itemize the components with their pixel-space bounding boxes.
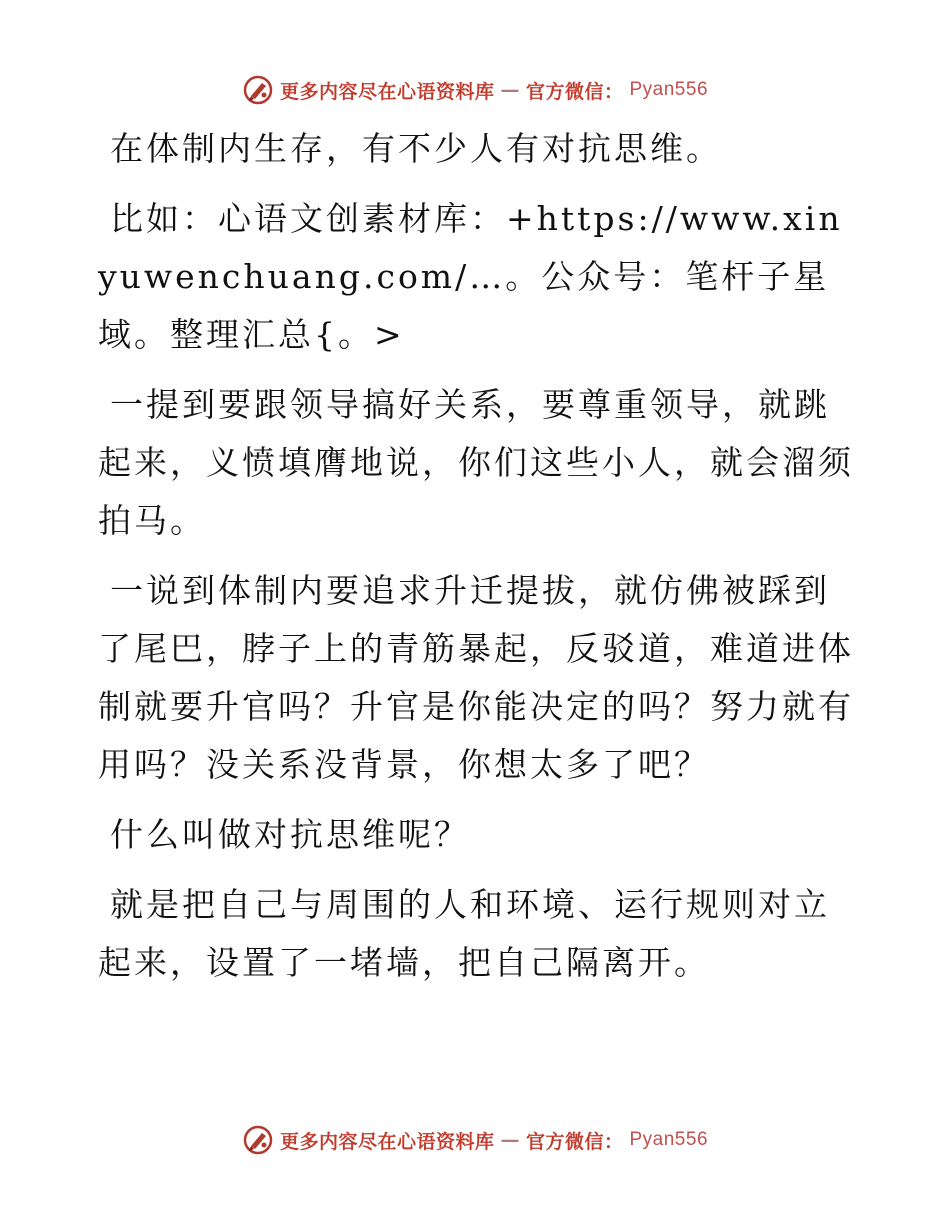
- paragraph-3: [98, 376, 858, 550]
- document-body: [98, 120, 858, 1004]
- paragraph-2: [98, 190, 858, 364]
- paragraph-5-text: 什么叫做对抗思维呢？: [110, 815, 470, 854]
- banner-main-text: 更多内容尽在心语资料库: [279, 80, 495, 103]
- paragraph-6-text: 就是把自己与周围的人和环境、运行规则对立起来，设置了一堵墙，把自己隔离开。: [98, 885, 830, 982]
- paragraph-1: [98, 120, 858, 178]
- banner-wechat-id: Pyan556: [629, 1129, 709, 1150]
- paragraph-6: [98, 876, 858, 992]
- banner-dash: —: [500, 1129, 520, 1151]
- paragraph-5: [98, 806, 858, 864]
- pen-logo-icon: [242, 1124, 274, 1156]
- banner-official-label: 官方微信：: [525, 80, 624, 103]
- pen-logo-icon: [242, 74, 274, 106]
- banner-wechat-id: Pyan556: [629, 79, 709, 100]
- banner-dash: —: [500, 79, 520, 101]
- paragraph-4: [98, 562, 858, 794]
- paragraph-4-text: 一说到体制内要追求升迁提拔，就仿佛被踩到了尾巴，脖子上的青筋暴起，反驳道，难道进体制就要升官吗？升官是你能决定的吗？努力就有用吗？没关系没背景，你想太多了吧？: [98, 571, 854, 784]
- paragraph-3-text: 一提到要跟领导搞好关系，要尊重领导，就跳起来，义愤填膺地说，你们这些小人，就会溜须拍马。: [98, 385, 854, 540]
- header-watermark-banner: [0, 70, 950, 110]
- paragraph-1-text: 在体制内生存，有不少人有对抗思维。: [110, 129, 722, 168]
- banner-main-text: 更多内容尽在心语资料库: [279, 1130, 495, 1153]
- banner-official-label: 官方微信：: [525, 1130, 624, 1153]
- paragraph-2-text: 比如：心语文创素材库：+https://www.xinyuwenchuang.com/…。公众号：笔杆子星域。整理汇总{。>: [98, 199, 843, 354]
- footer-watermark-banner: [0, 1120, 950, 1160]
